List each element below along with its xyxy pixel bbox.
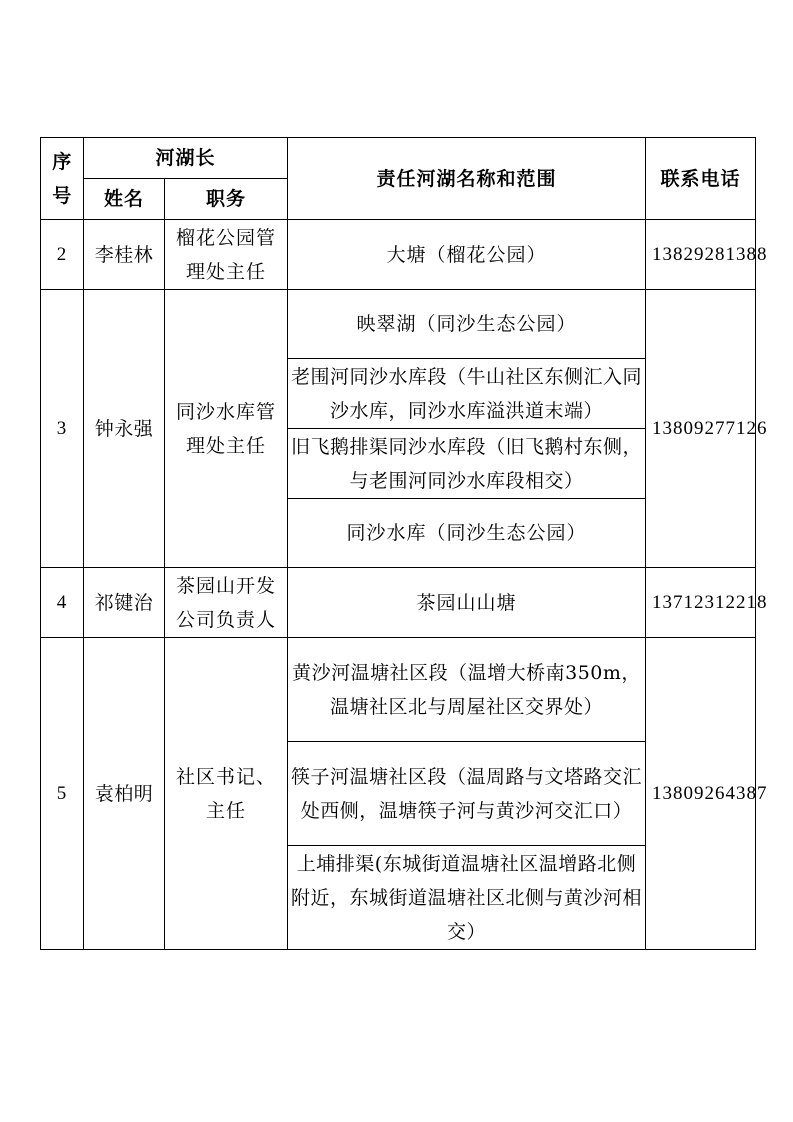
scope-cell: 茶园山山塘 [288,568,646,638]
scope-cell: 上埔排渠(东城街道温塘社区温增路北侧附近，东城街道温塘社区北侧与黄沙河相交） [288,846,646,950]
table-row [41,220,756,290]
scope-cell: 筷子河温塘社区段（温周路与文塔路交汇处西侧，温塘筷子河与黄沙河交汇口） [288,742,646,846]
seq-cell: 2 [41,220,84,290]
table-row [41,638,756,742]
seq-cell: 5 [41,638,84,950]
phone-cell: 13809264387 [646,638,756,950]
scope-cell: 旧飞鹅排渠同沙水库段（旧飞鹅村东侧，与老围河同沙水库段相交） [288,429,646,499]
phone-cell: 13712312218 [646,568,756,638]
name-header: 姓名 [84,179,165,220]
scope-cell: 黄沙河温塘社区段（温增大桥南350m，温塘社区北与周屋社区交界处） [288,638,646,742]
header-row [41,138,756,179]
scope-cell: 老围河同沙水库段（牛山社区东侧汇入同沙水库，同沙水库溢洪道末端） [288,359,646,429]
position-cell: 同沙水库管理处主任 [165,290,288,568]
name-cell: 钟永强 [84,290,165,568]
scope-cell: 大塘（榴花公园） [288,220,646,290]
phone-cell: 13829281388 [646,220,756,290]
name-cell: 袁柏明 [84,638,165,950]
position-cell: 榴花公园管理处主任 [165,220,288,290]
phone-header: 联系电话 [646,138,756,220]
name-cell: 李桂林 [84,220,165,290]
river-chief-table [40,137,768,950]
chief-header: 河湖长 [84,138,288,179]
seq-cell: 4 [41,568,84,638]
scope-cell: 同沙水库（同沙生态公园） [288,499,646,568]
seq-header: 序号 [41,138,84,220]
position-cell: 社区书记、主任 [165,638,288,950]
phone-cell: 13809277126 [646,290,756,568]
table-row [41,290,756,359]
scope-header: 责任河湖名称和范围 [288,138,646,220]
seq-cell: 3 [41,290,84,568]
scope-cell: 映翠湖（同沙生态公园） [288,290,646,359]
position-header: 职务 [165,179,288,220]
position-cell: 茶园山开发公司负责人 [165,568,288,638]
name-cell: 祁键治 [84,568,165,638]
table-row [41,568,756,638]
